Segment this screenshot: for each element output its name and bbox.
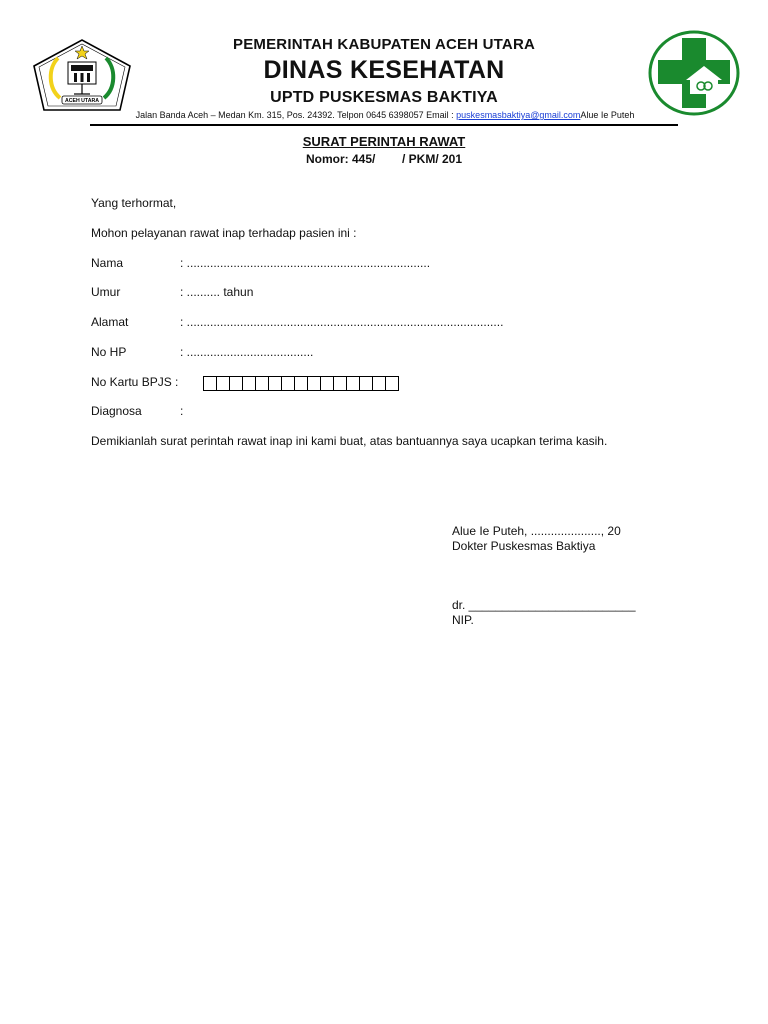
regency-government-heading: PEMERINTAH KABUPATEN ACEH UTARA xyxy=(232,36,536,53)
umur-field: : .......... tahun xyxy=(180,285,254,299)
umur-label: Umur xyxy=(91,285,121,299)
bpjs-digit-box xyxy=(216,376,229,391)
salutation: Yang terhormat, xyxy=(91,196,177,210)
address-suffix: Alue Ie Puteh xyxy=(580,110,635,120)
alamat-field: : ............................................................................................... xyxy=(180,315,504,329)
bpjs-digit-box xyxy=(320,376,333,391)
bpjs-digit-box xyxy=(385,376,399,391)
bpjs-digit-box xyxy=(242,376,255,391)
address-text: Jalan Banda Aceh – Medan Km. 315, Pos. 24392. Telpon 0645 6398057 Email : xyxy=(135,110,457,120)
bpjs-digit-box xyxy=(359,376,372,391)
diagnosa-label: Diagnosa xyxy=(91,404,142,418)
bpjs-digit-box xyxy=(372,376,385,391)
bpjs-digit-box xyxy=(346,376,359,391)
nama-field: : ......................................................................... xyxy=(180,256,431,270)
document-number: Nomor: 445/ / PKM/ 201 xyxy=(305,152,463,166)
bpjs-digit-box xyxy=(255,376,268,391)
signature-name-line: dr. _________________________ xyxy=(452,598,636,612)
signature-role: Dokter Puskesmas Baktiya xyxy=(452,539,596,553)
letterhead-divider xyxy=(90,124,678,126)
bpjs-digit-box xyxy=(229,376,242,391)
bpjs-digit-box xyxy=(203,376,216,391)
letterhead-address xyxy=(90,110,680,120)
bpjs-number-boxes xyxy=(203,376,399,391)
closing-paragraph: Demikianlah surat perintah rawat inap ini kami buat, atas bantuannya saya ucapkan terima kasih. xyxy=(91,434,608,448)
diagnosa-field: : xyxy=(180,404,184,418)
nohp-label: No HP xyxy=(91,345,127,359)
alamat-label: Alamat xyxy=(91,315,129,329)
health-office-heading: DINAS KESEHATAN xyxy=(263,56,505,84)
bpjs-digit-box xyxy=(294,376,307,391)
bpjs-digit-box xyxy=(333,376,346,391)
bpjs-label: No Kartu BPJS : xyxy=(91,375,179,389)
puskesmas-heading: UPTD PUSKESMAS BAKTIYA xyxy=(270,89,498,106)
bpjs-digit-box xyxy=(307,376,320,391)
signature-place-date: Alue Ie Puteh, ....................., 20 xyxy=(452,524,621,538)
bpjs-digit-box xyxy=(268,376,281,391)
document-title: SURAT PERINTAH RAWAT xyxy=(302,134,466,149)
email-link[interactable]: puskesmasbaktiya@gmail.com xyxy=(456,110,581,120)
bpjs-digit-box xyxy=(281,376,294,391)
nama-label: Nama xyxy=(91,256,124,270)
request-sentence: Mohon pelayanan rawat inap terhadap pasien ini : xyxy=(91,226,357,240)
logo-banner-text: ACEH UTARA xyxy=(65,98,99,105)
nohp-field: : ...................................... xyxy=(180,345,314,359)
signature-nip: NIP. xyxy=(452,613,474,627)
